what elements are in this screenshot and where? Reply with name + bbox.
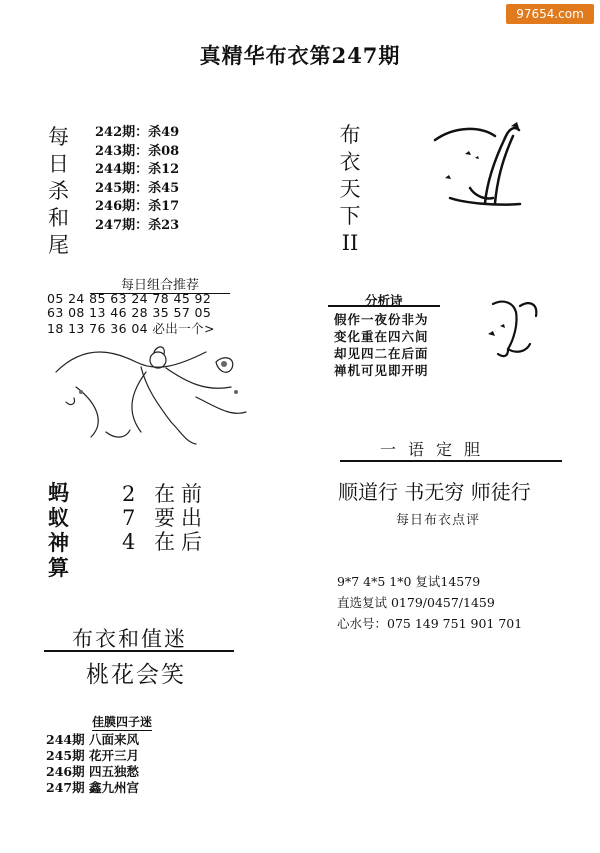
- poem-line: 变化重在四六间: [334, 329, 429, 344]
- buyi-tianxia-char: 衣: [339, 150, 361, 174]
- daily-kill-label-char: 尾: [48, 233, 69, 257]
- ant-calc-label-char: 算: [48, 555, 69, 580]
- yiyu-title: 一语定胆: [380, 440, 493, 459]
- buyi-tianxia-label: [337, 122, 363, 257]
- daily-kill-list: [95, 124, 179, 235]
- daily-kill-label-char: 每: [48, 125, 69, 149]
- buyi-tianxia-char: 布: [339, 123, 361, 147]
- ant-calc-row: 7 要出: [122, 506, 209, 530]
- divider: [340, 460, 562, 462]
- number-line: 9*7 4*5 1*0 复试14579: [337, 574, 481, 589]
- buyi-tianxia-char: 天: [339, 177, 361, 201]
- combo-row: 18 13 76 36 04 必出一个>: [47, 321, 215, 336]
- number-line: 直选复试 0179/0457/1459: [337, 595, 495, 610]
- divider: [44, 650, 234, 652]
- kill-row: 246期：杀17: [95, 199, 180, 214]
- yiyu-sub: 每日布衣点评: [396, 513, 481, 528]
- buyi-riddle-title: 布衣和值迷: [72, 627, 187, 651]
- four-chars-row: 245期 花开三月: [46, 748, 139, 763]
- tree-illustration: [425, 118, 535, 213]
- daily-kill-label-char: 和: [48, 206, 69, 230]
- kill-row: 243期：杀08: [95, 143, 180, 159]
- divider: [328, 305, 440, 307]
- buyi-tianxia-char: II: [341, 231, 359, 255]
- page-title: 真精华布衣第247期: [199, 43, 401, 68]
- buyi-riddle-answer: 桃花会笑: [86, 662, 186, 688]
- kill-row: 242期：杀49: [95, 125, 180, 140]
- combo-row: 05 24 85 63 24 78 45 92: [47, 291, 212, 306]
- buyi-tianxia-char: 下: [339, 204, 361, 228]
- poem-line: 假作一夜份非为: [334, 312, 429, 327]
- ant-calc-label: [48, 480, 74, 580]
- daily-kill-label: [48, 124, 74, 259]
- kill-row: 244期：杀12: [95, 162, 180, 177]
- four-chars-row: 247期 鑫九州宫: [46, 780, 139, 795]
- flying-fairy-illustration: [46, 332, 256, 452]
- poem-title: 分析诗: [365, 293, 403, 308]
- ant-calc-label-char: 蚁: [48, 505, 69, 530]
- site-watermark: 97654.com: [506, 4, 594, 24]
- yiyu-text: 顺道行 书无穷 师徒行: [338, 480, 531, 504]
- combo-title: 每日组合推荐: [90, 274, 230, 294]
- ant-calc-label-char: 蚂: [48, 480, 69, 505]
- number-line: 心水号：075 149 751 901 701: [337, 616, 523, 631]
- four-chars-row: 244期 八面来风: [46, 732, 139, 747]
- ant-calc-row: 2 在前: [122, 482, 209, 506]
- four-chars-title: 佳膜四子迷: [92, 715, 153, 729]
- bird-illustration: [478, 294, 548, 364]
- ant-calc-label-char: 神: [48, 530, 69, 555]
- poem-line: 却见四二在后面: [334, 346, 429, 361]
- ant-calc-row: 4 在后: [122, 530, 209, 554]
- daily-kill-label-char: 日: [48, 152, 69, 176]
- combo-row: 63 08 13 46 28 35 57 05: [47, 305, 212, 320]
- four-chars-row: 246期 四五独愁: [46, 764, 139, 779]
- poem-line: 禅机可见即开明: [334, 363, 429, 378]
- kill-row: 247期：杀23: [95, 217, 180, 233]
- daily-kill-label-char: 杀: [48, 179, 69, 203]
- kill-row: 245期：杀45: [95, 180, 180, 196]
